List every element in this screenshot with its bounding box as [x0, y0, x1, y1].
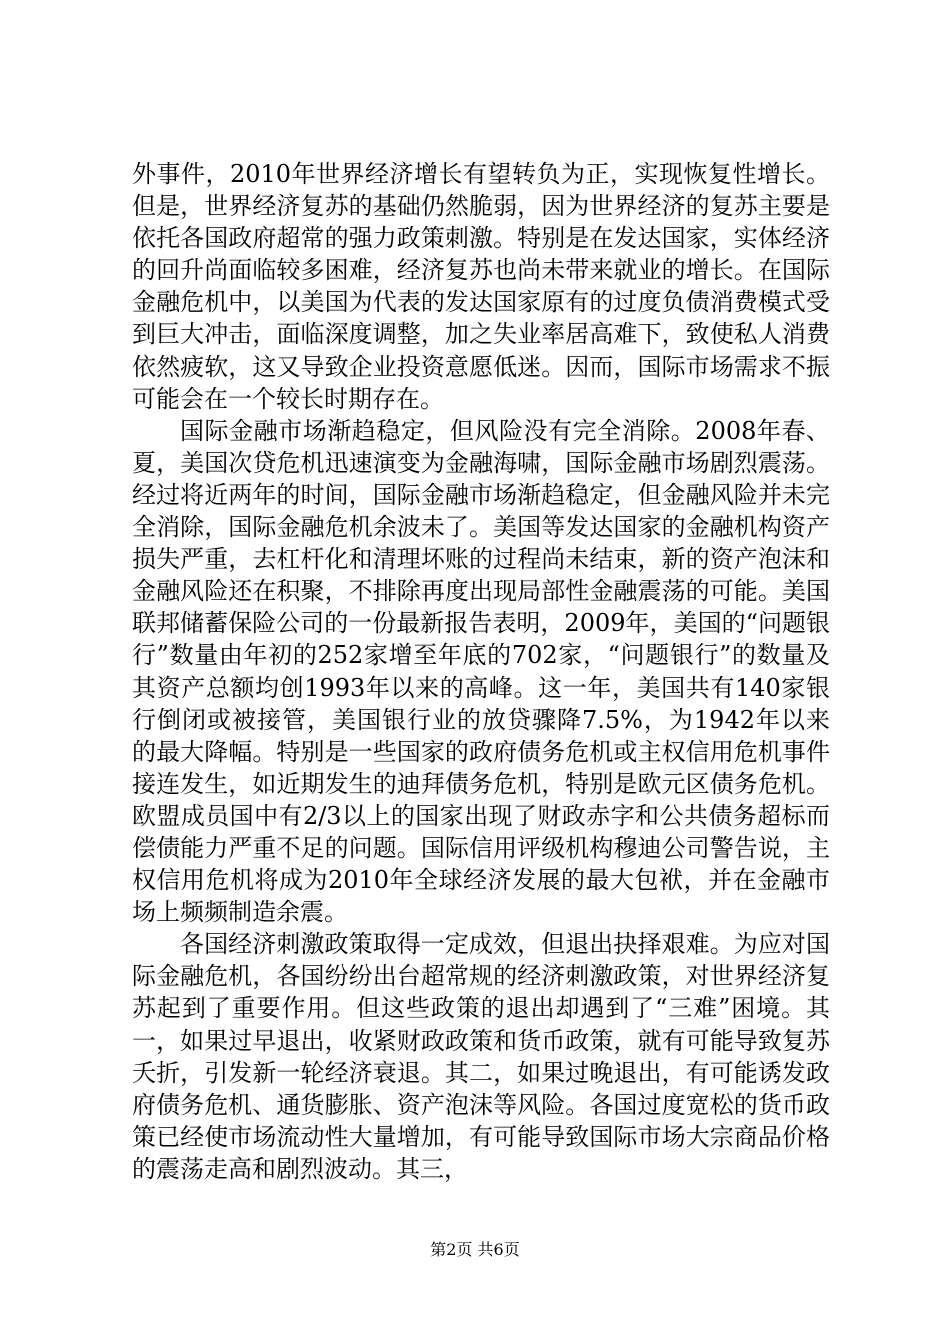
page-footer: 第2页 共6页 [430, 1240, 520, 1259]
document-body [132, 158, 830, 1185]
paragraph-1: 外事件，2010年世界经济增长有望转负为正，实现恢复性增长。但是，世界经济复苏的基础仍然脆弱，因为世界经济的复苏主要是依托各国政府超常的强力政策刺激。特别是在发达国家，实体经济的回升尚面临较多困难，经济复苏也尚未带来就业的增长。在国际金融危机中，以美国为代表的发达国家原有的过度负债消费模式受到巨大冲击，面临深度调整，加之失业率居高难下，致使私人消费依然疲软，这又导致企业投资意愿低迷。因而，国际市场需求不振可能会在一个较长时期存在。 [132, 160, 830, 413]
paragraph-2: 国际金融市场渐趋稳定，但风险没有完全消除。2008年春、夏，美国次贷危机迅速演变为金融海啸，国际金融市场剧烈震荡。经过将近两年的时间，国际金融市场渐趋稳定，但金融风险并未完全消除，国际金融危机余波未了。美国等发达国家的金融机构资产损失严重，去杠杆化和清理坏账的过程尚未结束，新的资产泡沫和金融风险还在积聚，不排除再度出现局部性金融震荡的可能。美国联邦储蓄保险公司的一份最新报告表明，2009年，美国的“问题银行”数量由年初的252家增至年底的702家，“问题银行”的数量及其资产总额均创1993年以来的高峰。这一年，美国共有140家银行倒闭或被接管，美国银行业的放贷骤降7.5%，为1942年以来的最大降幅。特别是一些国家的政府债务危机或主权信用危机事件接连发生，如近期发生的迪拜债务危机，特别是欧元区债务危机。欧盟成员国中有2/3以上的国家出现了财政赤字和公共债务超标而偿债能力严重不足的问题。国际信用评级机构穆迪公司警告说，主权信用危机将成为2010年全球经济发展的最大包袱，并在金融市场上频频制造余震。 [132, 416, 830, 927]
paragraph-3: 各国经济刺激政策取得一定成效，但退出抉择艰难。为应对国际金融危机，各国纷纷出台超常规的经济刺激政策，对世界经济复苏起到了重要作用。但这些政策的退出却遇到了“三难”困境。其一，如果过早退出，收紧财政政策和货币政策，就有可能导致复苏夭折，引发新一轮经济衰退。其二，如果过晚退出，有可能诱发政府债务危机、通货膨胀、资产泡沫等风险。各国过度宽松的货币政策已经使市场流动性大量增加，有可能导致国际市场大宗商品价格的震荡走高和剧烈波动。其三， [132, 930, 830, 1183]
